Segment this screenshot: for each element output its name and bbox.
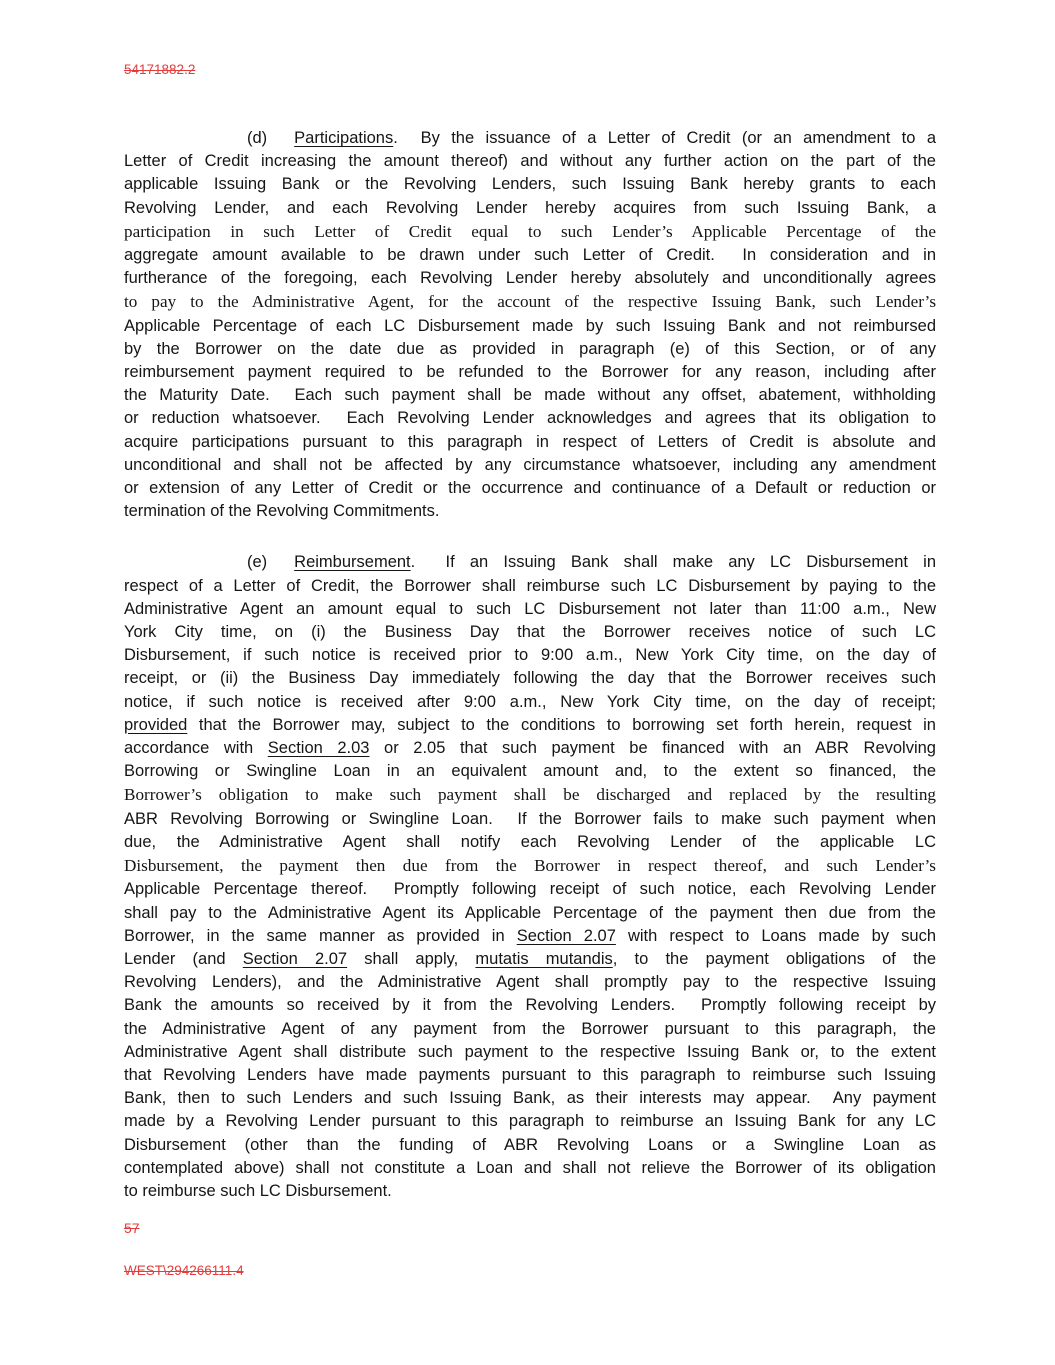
text-line xyxy=(124,267,936,290)
text-run: . If an Issuing Bank shall make any LC Disbursement in xyxy=(410,553,936,572)
text-run: Revolving Lender, and each Revolving Lender hereby acquires from such Issuing Bank, a xyxy=(124,198,936,217)
text-run: Disbursement (other than the funding of ABR Revolving Loans or a Swingline Loan as xyxy=(124,1135,936,1154)
text-line xyxy=(124,1041,936,1064)
text-line xyxy=(124,878,936,901)
text-line xyxy=(124,1110,936,1133)
text-line xyxy=(124,338,936,361)
text-line xyxy=(124,667,936,690)
text-run: Participations xyxy=(294,129,394,147)
text-run: Applicable Percentage thereof. Promptly following receipt of such notice, each Revolving Lender xyxy=(124,880,936,899)
text-line xyxy=(124,925,936,948)
text-line xyxy=(124,1134,936,1157)
text-line xyxy=(124,454,936,477)
text-line xyxy=(124,220,936,244)
text-line xyxy=(124,948,936,971)
text-run: shall apply, xyxy=(347,949,476,968)
text-line xyxy=(124,783,936,807)
text-run: participation in such Letter of Credit equal to such Lender’s Applicable Percentage of the xyxy=(124,221,936,241)
text-run: Disbursement, if such notice is received prior to 9:00 a.m., New York City time, on the day of xyxy=(124,646,936,665)
text-run: Administrative Agent shall distribute such payment to the respective Issuing Bank or, to the extent xyxy=(124,1042,936,1061)
text-run: to reimburse such LC Disbursement. xyxy=(124,1181,392,1200)
text-line xyxy=(124,431,936,454)
text-run: applicable Issuing Bank or the Revolving Lenders, such Issuing Bank hereby grants to each xyxy=(124,175,936,194)
text-run: or 2.05 that such payment be financed with an ABR Revolving xyxy=(369,739,936,758)
text-line xyxy=(124,575,936,598)
paragraph-d xyxy=(124,127,936,523)
text-run: made by a Revolving Lender pursuant to this paragraph to reimburse an Issuing Bank for any LC xyxy=(124,1112,936,1131)
text-line xyxy=(124,127,936,150)
text-run: furtherance of the foregoing, each Revolving Lender hereby absolutely and unconditionally agrees xyxy=(124,269,936,288)
text-run: Lender (and xyxy=(124,949,243,968)
text-line xyxy=(124,551,936,574)
text-line xyxy=(124,598,936,621)
text-line xyxy=(124,644,936,667)
text-line xyxy=(124,384,936,407)
text-line xyxy=(124,737,936,760)
text-run: that Revolving Lenders have made payments pursuant to this paragraph to reimburse such Issuing xyxy=(124,1065,936,1084)
text-run: acquire participations pursuant to this paragraph in respect of Letters of Credit is absolute and xyxy=(124,432,936,451)
text-run: Borrower, in the same manner as provided in xyxy=(124,926,517,945)
text-line xyxy=(124,621,936,644)
text-run: Bank the amounts so received by it from the Revolving Lenders. Promptly following receipt by xyxy=(124,996,936,1015)
text-run: due, the Administrative Agent shall notify each Revolving Lender of the applicable LC xyxy=(124,832,936,851)
text-run: with respect to Loans made by such xyxy=(615,926,937,945)
text-run: , to the payment obligations of the xyxy=(612,949,937,968)
text-line xyxy=(124,808,936,831)
text-line xyxy=(124,760,936,783)
text-line xyxy=(124,173,936,196)
text-line xyxy=(124,1018,936,1041)
text-run: respect of a Letter of Credit, the Borrower shall reimburse such LC Disbursement by paying to the xyxy=(124,576,936,595)
text-run: reimbursement payment required to be refunded to the Borrower for any reason, including after xyxy=(124,363,936,382)
text-run: that the Borrower may, subject to the conditions to borrowing set forth herein, request in xyxy=(187,715,936,734)
page-number: 57 xyxy=(124,1220,140,1236)
text-run: shall pay to the Administrative Agent its Applicable Percentage of the payment then due from the xyxy=(124,903,936,922)
text-run: unconditional and shall not be affected by any circumstance whatsoever, including any amendment xyxy=(124,455,936,474)
text-run: Letter of Credit increasing the amount thereof) and without any further action on the part of the xyxy=(124,152,936,171)
text-run: Section 2.07 xyxy=(516,926,616,945)
text-run: notice, if such notice is received after 9:00 a.m., New York City time, on the day of receipt; xyxy=(124,692,936,711)
text-run: Borrowing or Swingline Loan in an equivalent amount and, to the extent so financed, the xyxy=(124,762,936,781)
text-line xyxy=(124,831,936,854)
text-run: accordance with xyxy=(124,739,268,758)
text-run: provided xyxy=(124,715,188,734)
document-body xyxy=(124,127,936,1203)
text-line xyxy=(124,315,936,338)
text-line xyxy=(124,500,936,523)
text-run: Applicable Percentage of each LC Disbursement made by such Issuing Bank and not reimbursed xyxy=(124,316,936,335)
text-line xyxy=(124,1064,936,1087)
text-run: the Maturity Date. Each such payment shall be made without any offset, abatement, withholding xyxy=(124,386,936,405)
document-id-stamp: 54171882.2 xyxy=(124,62,196,77)
text-run: receipt, or (ii) the Business Day immediately following the day that the Borrower receives such xyxy=(124,669,936,688)
text-run: Reimbursement xyxy=(294,553,411,572)
text-run: Borrower’s obligation to make such payment shall be discharged and replaced by the resulting xyxy=(124,785,936,805)
text-run: or extension of any Letter of Credit or the occurrence and continuance of a Default or reduction or xyxy=(124,479,936,498)
text-run: Section 2.03 xyxy=(267,739,370,758)
text-run: Administrative Agent an amount equal to such LC Disbursement not later than 11:00 a.m., New xyxy=(124,599,936,618)
text-line xyxy=(124,1087,936,1110)
text-run: Disbursement, the payment then due from the Borrower in respect thereof, and such Lender’s xyxy=(124,856,936,876)
text-run: or reduction whatsoever. Each Revolving Lender acknowledges and agrees that its obligation to xyxy=(124,409,936,428)
footer-document-id: WEST\294266111.4 xyxy=(124,1263,244,1278)
text-line xyxy=(124,854,936,878)
text-run: termination of the Revolving Commitments. xyxy=(124,502,440,521)
text-run: ABR Revolving Borrowing or Swingline Loan. If the Borrower fails to make such payment when xyxy=(124,809,936,828)
text-line xyxy=(124,361,936,384)
text-run: Bank, then to such Lenders and such Issuing Bank, as their interests may appear. Any payment xyxy=(124,1089,936,1108)
text-run: aggregate amount available to be drawn under such Letter of Credit. In consideration and in xyxy=(124,246,936,265)
text-run: Section 2.07 xyxy=(242,949,348,968)
text-line xyxy=(124,691,936,714)
text-line xyxy=(124,971,936,994)
text-run: by the Borrower on the date due as provided in paragraph (e) of this Section, or of any xyxy=(124,339,936,358)
paragraph-e xyxy=(124,551,936,1203)
text-line xyxy=(124,150,936,173)
text-run: (d) xyxy=(247,129,268,147)
text-line xyxy=(124,407,936,430)
text-run: . By the issuance of a Letter of Credit (or an amendment to a xyxy=(393,129,936,147)
text-line xyxy=(124,714,936,737)
text-run: Revolving Lenders), and the Administrative Agent shall promptly pay to the respective Issuing xyxy=(124,973,936,992)
text-run: mutatis mutandis xyxy=(475,949,613,968)
text-line xyxy=(124,290,936,314)
text-line xyxy=(124,197,936,220)
text-line xyxy=(124,1157,936,1180)
text-run: the Administrative Agent of any payment from the Borrower pursuant to this paragraph, the xyxy=(124,1019,936,1038)
text-run: York City time, on (i) the Business Day that the Borrower receives notice of such LC xyxy=(124,623,936,642)
text-line xyxy=(124,477,936,500)
text-line xyxy=(124,244,936,267)
text-line xyxy=(124,902,936,925)
text-line xyxy=(124,1180,936,1203)
text-run: (e) xyxy=(247,553,268,572)
text-run: contemplated above) shall not constitute a Loan and shall not relieve the Borrower of its obligation xyxy=(124,1158,936,1177)
text-line xyxy=(124,994,936,1017)
text-run: to pay to the Administrative Agent, for the account of the respective Issuing Bank, such Lender’s xyxy=(124,292,936,312)
